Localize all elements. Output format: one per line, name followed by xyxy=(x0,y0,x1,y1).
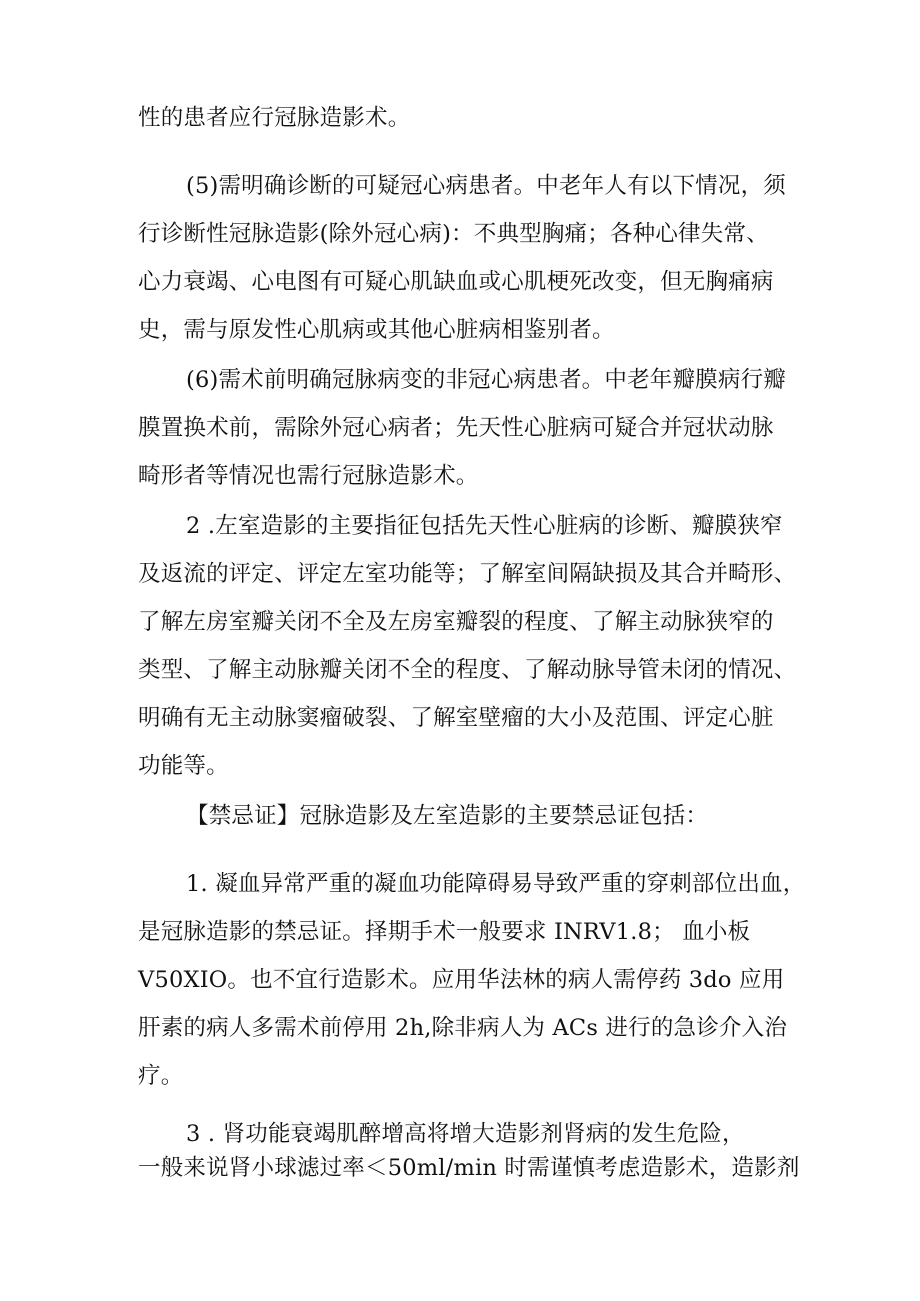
text-line: 性的患者应行冠脉造影术。 xyxy=(138,105,411,131)
text-line: 史，需与原发性心肌病或其他心脏病相鉴别者。 xyxy=(138,317,615,343)
text-line: 类型、了解主动脉瓣关闭不全的程度、了解动脉导管未闭的情况、 xyxy=(138,657,797,683)
text-line: 畸形者等情况也需行冠脉造影术。 xyxy=(138,463,479,489)
text-line: 疗。 xyxy=(138,1063,184,1089)
text-line: V50XIO。也不宜行造影术。应用华法林的病人需停药 3do 应用 xyxy=(138,967,785,993)
text-line: 了解左房室瓣关闭不全及左房室瓣裂的程度、了解主动脉狭窄的 xyxy=(138,609,774,635)
text-line: 功能等。 xyxy=(138,753,229,779)
text-line: (5)需明确诊断的可疑冠心病患者。中老年人有以下情况，须 xyxy=(186,173,786,199)
text-line: 膜置换术前，需除外冠心病者；先天性心脏病可疑合并冠状动脉 xyxy=(138,415,774,441)
text-line: 明确有无主动脉窦瘤破裂、了解室壁瘤的大小及范围、评定心脏 xyxy=(138,705,774,731)
section-heading: 【禁忌证】冠脉造影及左室造影的主要禁忌证包括： xyxy=(186,803,709,829)
text-line: 2 .左室造影的主要指征包括先天性心脏病的诊断、瓣膜狭窄 xyxy=(186,513,783,539)
text-line: 是冠脉造影的禁忌证。择期手术一般要求 INRV1.8； 血小板 xyxy=(138,919,751,945)
text-line: 3 . 肾功能衰竭肌醉增高将增大造影剂肾病的发生危险， xyxy=(186,1121,745,1147)
text-line: 肝素的病人多需术前停用 2h,除非病人为 ACs 进行的急诊介入治 xyxy=(138,1015,788,1041)
text-line: (6)需术前明确冠脉病变的非冠心病患者。中老年瓣膜病行瓣 xyxy=(186,367,786,393)
text-line: 行诊断性冠脉造影(除外冠心病)：不典型胸痛；各种心律失常、 xyxy=(138,221,769,247)
text-line: 及返流的评定、评定左室功能等；了解室间隔缺损及其合并畸形、 xyxy=(138,561,797,587)
text-line: 一般来说肾小球滤过率＜50ml/min 时需谨慎考虑造影术，造影剂 xyxy=(138,1155,800,1181)
text-line: 1. 凝血异常严重的凝血功能障碍易导致严重的穿刺部位出血， xyxy=(186,871,806,897)
text-line: 心力衰竭、心电图有可疑心肌缺血或心肌梗死改变，但无胸痛病 xyxy=(138,269,774,295)
